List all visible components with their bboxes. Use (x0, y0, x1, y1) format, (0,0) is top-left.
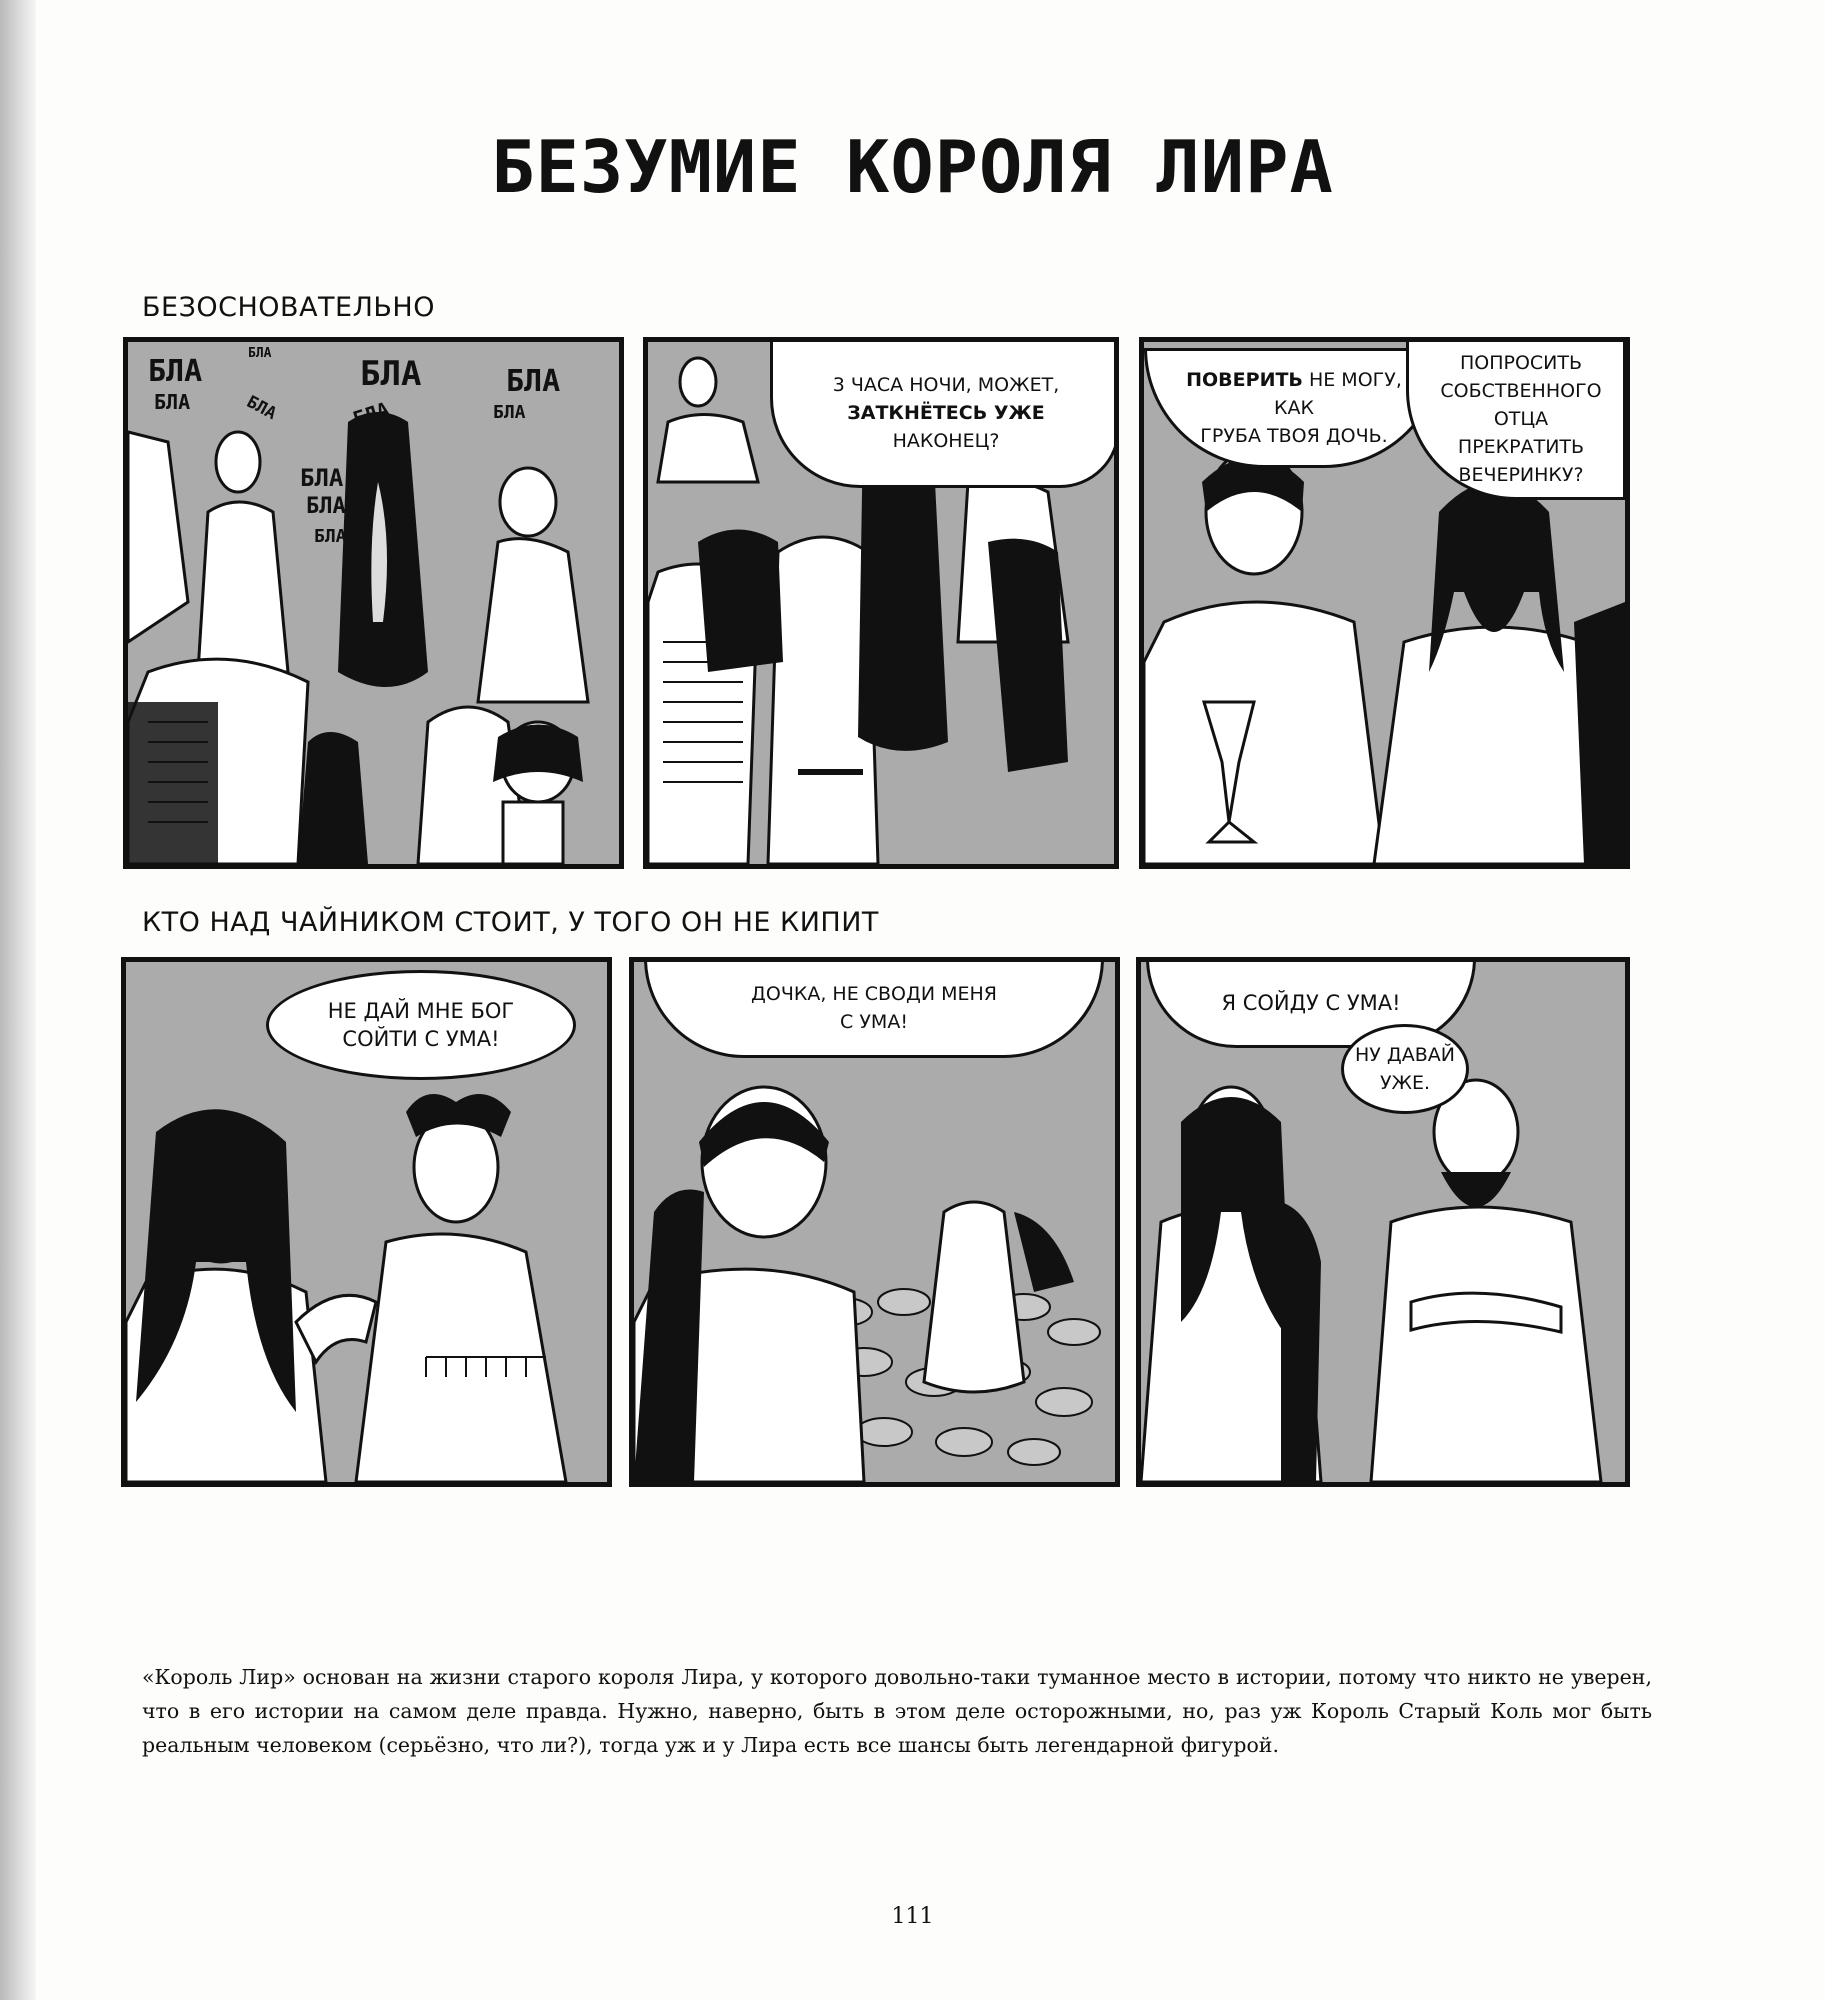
bubble-line: ДОЧКА, НЕ СВОДИ МЕНЯ (751, 983, 997, 1005)
speech-bubble-panel-2-3-small (1341, 1024, 1469, 1114)
bubble-line: ГРУБА ТВОЯ ДОЧЬ. (1200, 425, 1388, 447)
panel-1-1 (123, 337, 624, 869)
bubble-line: НЕ МОГУ, КАК (1274, 369, 1402, 419)
speech-bubble-panel-1-2 (770, 338, 1119, 488)
bubble-line: Я СОЙДУ С УМА! (1221, 991, 1401, 1015)
sfx-bla-11: БЛА (248, 346, 272, 361)
bubble-line: СОЙТИ С УМА! (342, 1027, 500, 1051)
sfx-bla-10: БЛА (314, 526, 347, 547)
bubble-line: ОТЦА ПРЕКРАТИТЬ (1457, 408, 1585, 458)
strip-label-1: БЕЗОСНОВАТЕЛЬНО (142, 292, 435, 323)
page-title: БЕЗУМИЕ КОРОЛЯ ЛИРА (491, 125, 1334, 209)
bubble-line: УЖЕ. (1379, 1072, 1431, 1094)
sfx-bla-4: БЛА (360, 354, 422, 394)
bubble-line: ВЕЧЕРИНКУ? (1458, 464, 1584, 486)
sfx-bla-6: БЛА (506, 364, 561, 399)
panel-2-2 (629, 957, 1120, 1487)
sfx-bla-3: БЛА (243, 391, 280, 425)
bubble-line: НАКОНЕЦ? (892, 430, 1000, 452)
body-paragraph: «Король Лир» основан на жизни старого короля Лира, у которого довольно-таки туманное место в истории, потому что никто не уверен, что в его истории на самом деле правда. Нужно, наверно, быть в этом деле осторожными, но, раз уж Король Старый Коль мог быть реальным человеком (серьёзно, что ли?), тогда уж и у Лира есть все шансы быть легендарной фигурой. (142, 1665, 1652, 1757)
bubble-emphasis: ПОВЕРИТЬ (1186, 369, 1303, 391)
sfx-bla-1: БЛА (148, 354, 203, 389)
strip-label-2: КТО НАД ЧАЙНИКОМ СТОИТ, У ТОГО ОН НЕ КИПИТ (142, 907, 879, 938)
bubble-line: НУ ДАВАЙ (1355, 1044, 1455, 1066)
bubble-line: ЗАТКНЁТЕСЬ УЖЕ (847, 402, 1045, 424)
page-number: 111 (891, 1904, 934, 1929)
bubble-line: С УМА! (840, 1011, 908, 1033)
sfx-bla-9: БЛА (306, 494, 346, 519)
panel-2-1 (121, 957, 612, 1487)
sfx-bla-5: БЛА (350, 397, 392, 431)
speech-bubble-panel-2-2 (644, 958, 1104, 1058)
book-spine-shadow (0, 0, 36, 2000)
panel-1-3 (1139, 337, 1630, 869)
panel-1-2 (643, 337, 1119, 869)
bubble-line: 3 ЧАСА НОЧИ, МОЖЕТ, (832, 374, 1060, 396)
panel-2-3 (1136, 957, 1630, 1487)
bubble-line: НЕ ДАЙ МНЕ БОГ (327, 999, 515, 1023)
sfx-bla-2: БЛА (154, 390, 191, 414)
speech-bubble-panel-2-1 (266, 970, 576, 1080)
sfx-bla-8: БЛА (300, 464, 344, 492)
bubble-line: СОБСТВЕННОГО (1440, 380, 1602, 402)
sfx-bla-7: БЛА (493, 402, 526, 423)
bubble-line: ПОПРОСИТЬ (1459, 352, 1583, 374)
